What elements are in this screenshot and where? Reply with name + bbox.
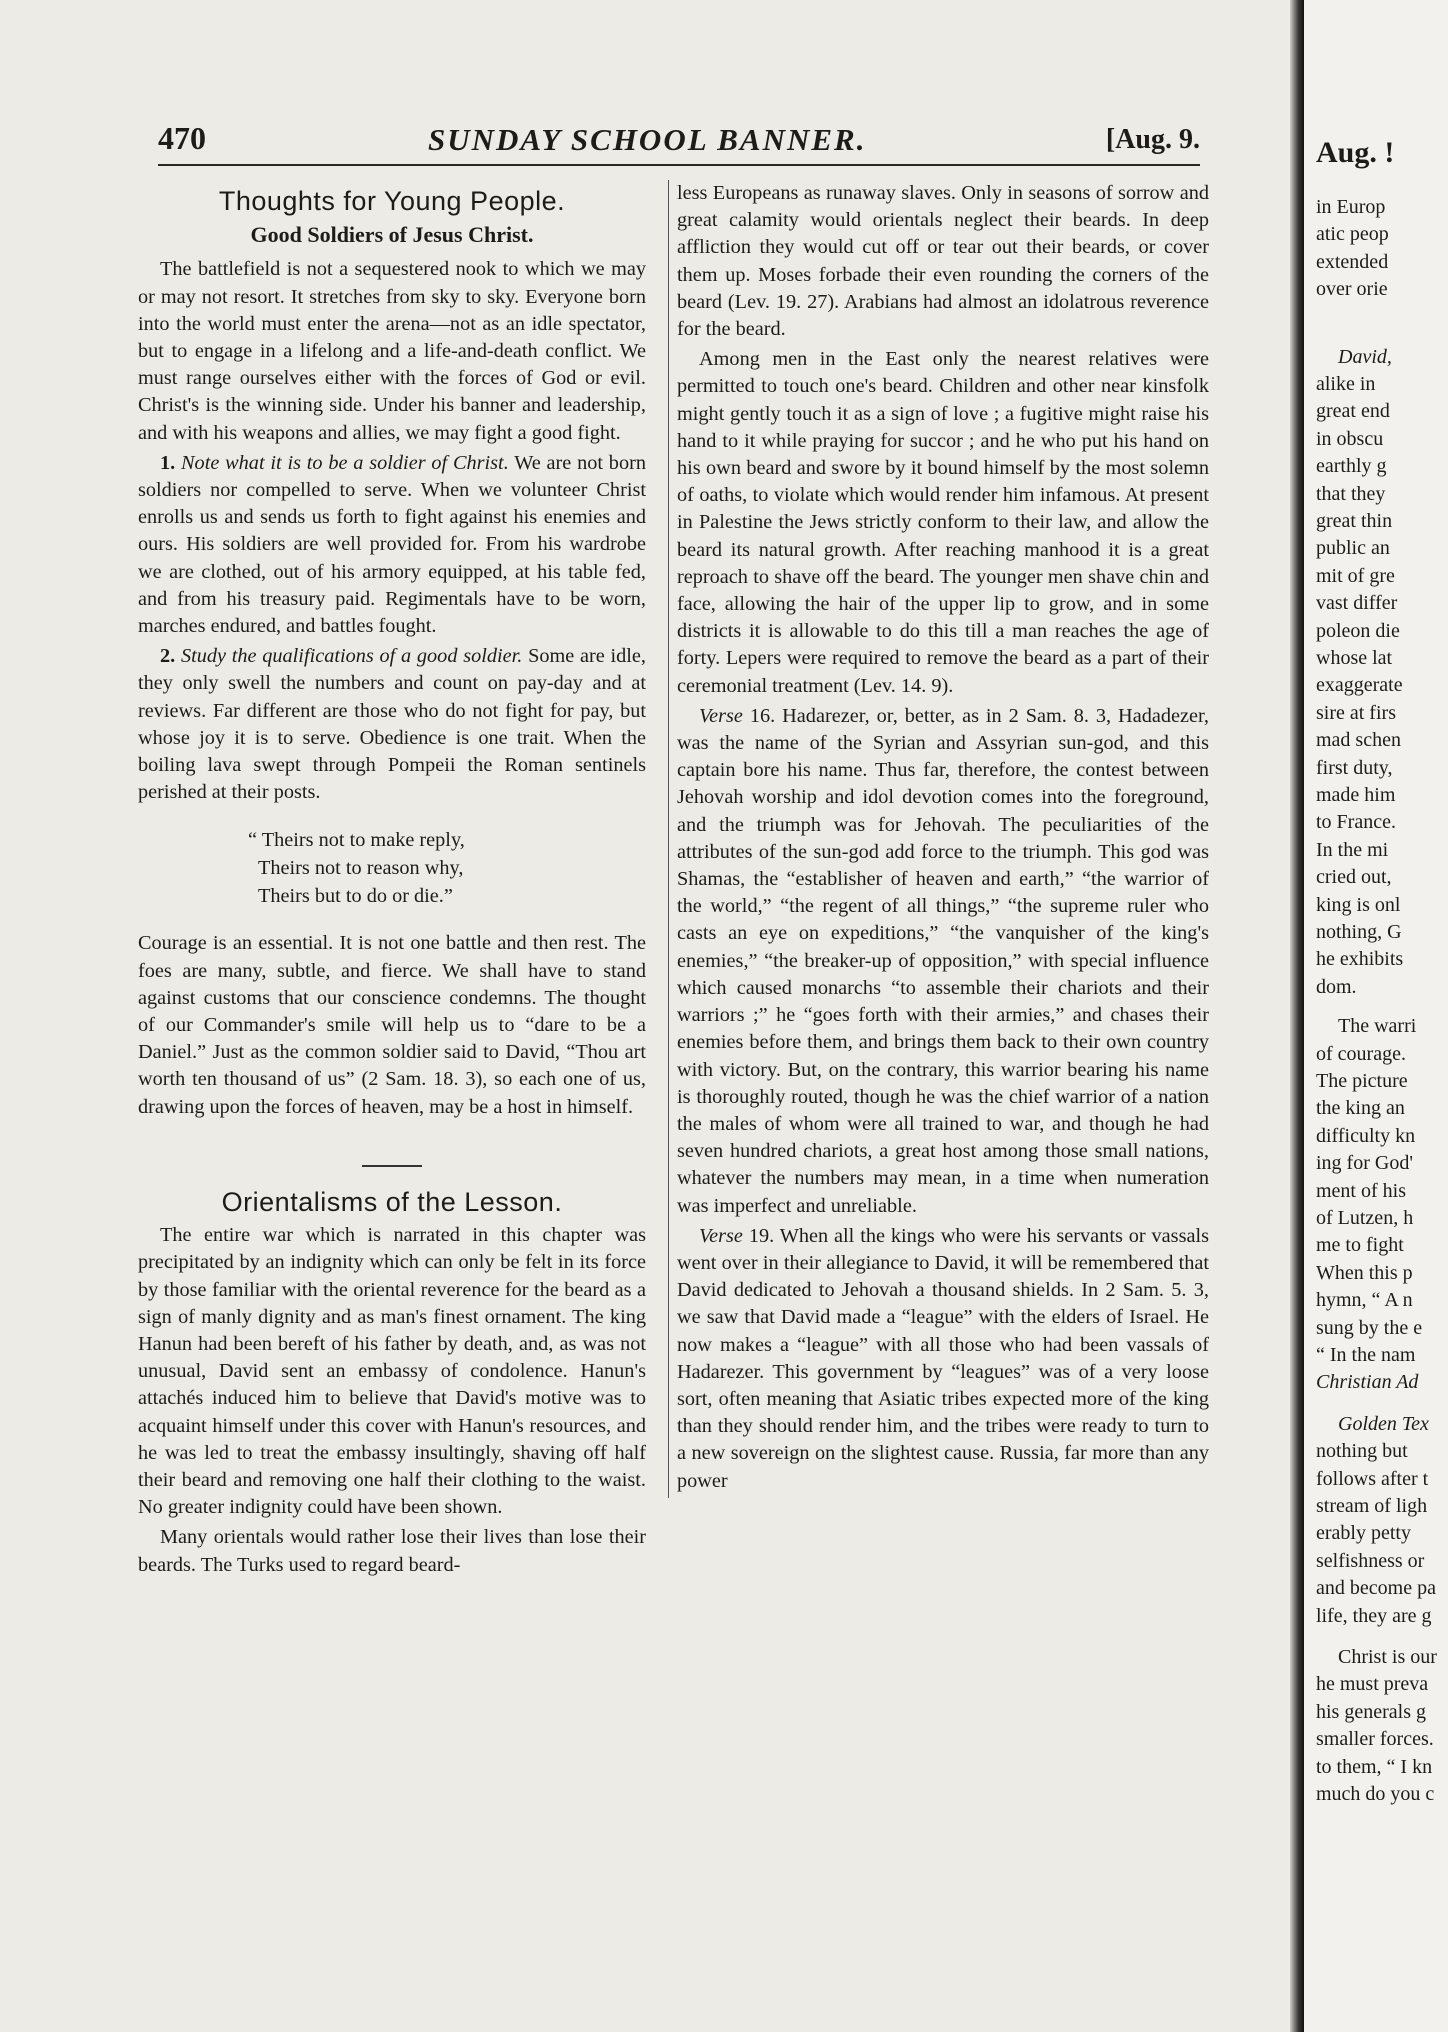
facing-page-line: exaggerate [1316, 674, 1403, 697]
facing-page-line: When this p [1316, 1261, 1413, 1284]
facing-page-line: cried out, [1316, 866, 1392, 889]
facing-page-line: public an [1316, 537, 1390, 560]
paragraph-verse-19 [677, 1223, 1209, 1495]
point-number: 1. [160, 451, 176, 474]
facing-page-line: to them, “ I kn [1316, 1755, 1433, 1778]
facing-page-line: earthly g [1316, 455, 1387, 478]
facing-page-line: extended [1316, 250, 1389, 273]
facing-page-line: poleon die [1316, 619, 1400, 642]
facing-page-line: smaller forces. [1316, 1728, 1434, 1751]
facing-page-line: The picture [1316, 1070, 1408, 1092]
paragraph-continued: less Europeans as runaway slaves. Only in seasons of sorrow and great calamity would orientals neglect their beards. In deep affliction they would cut off or tear out their beards, or cover them up. Moses forbade their even rounding the corners of the beard (Lev. 19. 27). Arabians had almost an idolatrous reverence for the beard. [677, 182, 1209, 341]
facing-page-line: vast differ [1316, 592, 1398, 615]
facing-page-line: stream of ligh [1316, 1495, 1428, 1517]
facing-page-line: he exhibits [1316, 948, 1404, 971]
section-title: Orientalisms of the Lesson. [221, 1186, 563, 1217]
right-column [668, 180, 1209, 1498]
facing-page-line: and become pa [1316, 1577, 1436, 1600]
facing-page-line: ing for God' [1316, 1152, 1413, 1175]
running-header [158, 120, 1200, 168]
point-body: Some are idle, they only swell the numbers and count on pay-day and at reviews. Far different are those who do not fight for pay, but whose joy it is to serve. Obedience is one trait. When the boiling lava swept through Pompeii the Roman sentinels perished at their posts. [138, 645, 646, 804]
facing-page-line: selfishness or [1316, 1549, 1425, 1572]
facing-page-line: dom. [1316, 975, 1357, 998]
facing-page-line: of Lutzen, h [1316, 1207, 1414, 1229]
paragraph-point-1 [138, 450, 646, 640]
verse-body: 19. When all the kings who were his servants or vassals went over in their allegiance to David, it will be remembered that David dedicated to Jehovah a thousand shields. In 2 Sam. 5. 3, we saw that David made a “league” with the elders of Israel. He now makes a “league” with all those who had been vassals of Hadarezer. This government by “leagues” was of a very loose sort, often meaning that Asiatic tribes expected more of the king than they should render him, and the tribes were ready to turn to a new sovereign on the slightest cause. Russia, far more than any power [677, 1224, 1209, 1492]
paragraph-point-2 [138, 643, 646, 806]
paragraph: The entire war which is narrated in this chapter was precipitated by an indignity which can only be felt in its force by those familiar with the oriental reverence for the beard as a sign of manly dignity and as man's finest ornament. The king Hanun had been bereft of his father by death, and, as was not unusual, David sent an embassy of condolence. Hanun's attachés induced him to believe that David's motive was to acquaint himself under this cover with Hanun's resources, and he was led to treat the embassy insultingly, shaving off half their beard and removing one half their clothing to the waist. No greater indignity could have been shown. [138, 1224, 646, 1519]
facing-page-line: of courage. [1316, 1042, 1406, 1065]
facing-page-line: me to fight [1316, 1234, 1404, 1257]
facing-page-line: he must preva [1316, 1673, 1429, 1696]
running-title: SUNDAY SCHOOL BANNER. [428, 122, 867, 157]
facing-page-line: the king an [1316, 1097, 1405, 1120]
point-heading: Study the qualifications of a good soldier. [180, 645, 523, 668]
book-gutter [1290, 0, 1304, 2032]
facing-page-line: hymn, “ A n [1316, 1289, 1413, 1312]
facing-page-line: over orie [1316, 278, 1388, 301]
section-divider [362, 1165, 422, 1167]
facing-page-line: difficulty kn [1316, 1124, 1416, 1147]
facing-page-line: nothing, G [1316, 921, 1402, 943]
facing-page-line: in Europ [1316, 196, 1386, 218]
facing-page-line: great end [1316, 400, 1390, 423]
facing-page-line: sire at firs [1316, 701, 1396, 724]
paragraph-verse-16 [677, 703, 1209, 1220]
facing-page-line: alike in [1316, 373, 1376, 395]
facing-page-line: erably petty [1316, 1522, 1411, 1545]
poem-line: Theirs but to do or die.” [258, 885, 453, 908]
paragraph: Among men in the East only the nearest relatives were permitted to touch one's beard. Children and other near kinsfolk might gently touch it as a sign of love ; a fugitive might raise his hand to it while praying for succor ; and he who put his hand on his own beard and swore by it bound himself by the most solemn of oaths, to violate which would render him infamous. At present in Palestine the Jews strictly conform to their law, and allow the beard its natural growth. After reaching manhood it is a great reproach to shave off the beard. The younger men shave chin and face, allowing the hair of the upper lip to grow, and in some districts it is allowable to do this till a man reaches the age of forty. Lepers were required to remove the beard as a part of their ceremonial treatment (Lev. 14. 9). [677, 348, 1209, 697]
point-number: 2. [160, 645, 176, 668]
header-rule [158, 164, 1200, 166]
facing-page-line: nothing but [1316, 1440, 1408, 1463]
facing-page-line: to France. [1316, 811, 1396, 834]
facing-page-line: Christian Ad [1316, 1371, 1419, 1394]
verse-label: Verse [699, 704, 743, 727]
point-heading: Note what it is to be a soldier of Christ. [181, 451, 509, 474]
left-column [138, 180, 646, 1582]
verse-label: Verse [699, 1224, 743, 1247]
facing-page-line: Christ is our [1338, 1646, 1437, 1668]
paragraph: Courage is an essential. It is not one battle and then rest. The foes are many, subtle, and fierce. We shall have to stand against customs that our conscience condemns. The thought of our Commander's smile will help us to “dare to be a Daniel.” Just as the common soldier said to David, “Thou art worth ten thousand of us” (2 Sam. 18. 3), so each one of us, drawing upon the forces of heaven, may be a host in himself. [138, 932, 646, 1118]
facing-page-line: The warri [1338, 1015, 1417, 1038]
facing-page-line: king is onl [1316, 893, 1401, 916]
facing-page-line: sung by the e [1316, 1316, 1423, 1339]
header-date: [Aug. 9. [1105, 124, 1200, 155]
facing-page-line: Golden Tex [1338, 1412, 1429, 1435]
facing-page [1304, 0, 1448, 2032]
facing-page-line: “ In the nam [1316, 1344, 1416, 1366]
facing-page-header: Aug. ! [1316, 136, 1395, 169]
section-title: Thoughts for Young People. [218, 186, 566, 216]
paragraph: The battlefield is not a sequestered nook to which we may or may not resort. It stretches from sky to sky. Everyone born into the world must enter the arena—not as an idle spectator, but to engage in a lifelong and a life-and-death conflict. We must range ourselves either with the forces of God or evil. Christ's is the winning side. Under his banner and leadership, and with his weapons and allies, we may fight a good fight. [138, 258, 646, 444]
verse-body: 16. Hadarezer, or, better, as in 2 Sam. 8. 3, Hadadezer, was the name of the Syrian and Assyrian sun-god, and this captain bore his name. Thus far, therefore, the contest between Jehovah worship and idol devotion comes into the foreground, and the triumph was for Jehovah. The peculiarities of the attributes of the sun-god add force to the triumph. This god was Shamas, the “establisher of heaven and earth,” “the warrior of the world,” “the regent of all things,” “the supreme ruler who casts an eye on expeditions,” “the vanquisher of the king's enemies,” “the breaker-up of opposition,” with special influence which caused monarchs “to assemble their chariots and their warriors ;” he “goes forth with their armies,” and chases their enemies before them, and brings them back to their own country with victory. But, on the contrary, this warrior bearing his name is thoroughly routed, though he was the chief warrior of a nation the males of whom were all trained to war, and though he had seven hundred chariots, a great host among those small nations, whatever the numbers may mean, in a time when numeration was imperfect and unreliable. [677, 704, 1209, 1217]
point-body: We are not born soldiers nor compelled to serve. When we volunteer Christ enrolls us and sends us forth to fight against his enemies and ours. His soldiers are well provided for. From his wardrobe we are clothed, out of his armory equipped, at his table fed, and from his treasury paid. Regimentals have to be worn, marches endured, and battles fought. [138, 451, 646, 638]
facing-page-line: ment of his [1316, 1179, 1406, 1202]
facing-page-line: in obscu [1316, 427, 1384, 450]
paragraph: Many orientals would rather lose their lives than lose their beards. The Turks used to regard beard- [138, 1526, 646, 1576]
poem-quote [248, 826, 646, 910]
facing-page-line: mad schen [1316, 729, 1401, 752]
facing-page-line: follows after t [1316, 1467, 1429, 1490]
facing-page-line: life, they are g [1316, 1604, 1432, 1627]
poem-line: “ Theirs not to make reply, [248, 829, 465, 852]
facing-page-line: much do you c [1316, 1783, 1435, 1805]
poem-line: Theirs not to reason why, [258, 857, 464, 880]
facing-page-line: great thin [1316, 510, 1393, 532]
facing-page-line: David, [1338, 345, 1392, 368]
page-number: 470 [158, 120, 206, 156]
facing-page-line: atic peop [1316, 223, 1389, 246]
facing-page-line: that they [1316, 482, 1386, 505]
facing-page-line: mit of gre [1316, 564, 1395, 587]
facing-page-line: In the mi [1316, 838, 1389, 861]
facing-page-line: whose lat [1316, 647, 1393, 669]
facing-page-line: his generals g [1316, 1700, 1426, 1723]
section-subtitle: Good Soldiers of Jesus Christ. [250, 222, 534, 248]
facing-page-line: first duty, [1316, 756, 1393, 779]
facing-page-line: made him [1316, 784, 1396, 806]
